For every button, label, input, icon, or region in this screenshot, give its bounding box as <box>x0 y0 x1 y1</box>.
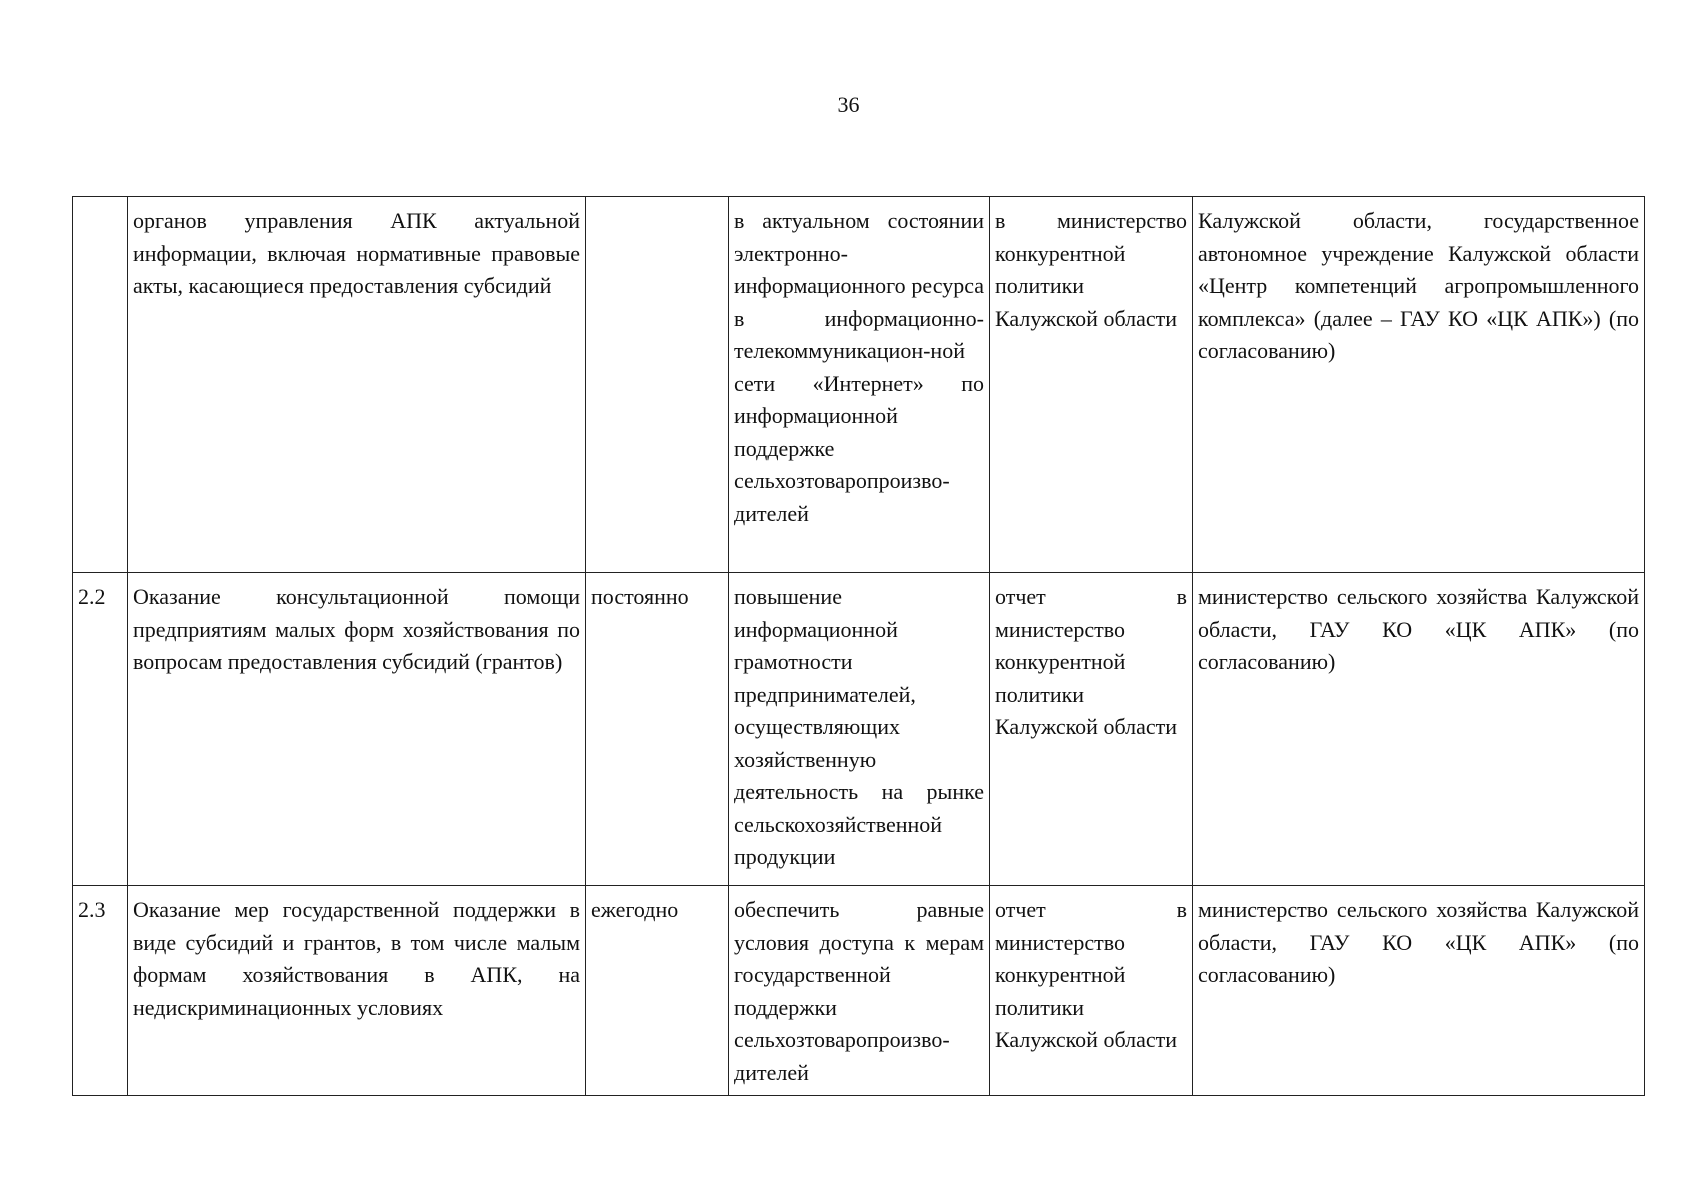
report-cell: отчет в министерство конкурентной политики Калужской области <box>990 886 1193 1096</box>
table-row <box>73 197 1645 573</box>
page-number: 36 <box>837 92 860 117</box>
row-number <box>73 197 128 573</box>
responsible-cell: министерство сельского хозяйства Калужской области, ГАУ КО «ЦК АПК» (по согласованию) <box>1193 886 1645 1096</box>
responsible-cell: министерство сельского хозяйства Калужской области, ГАУ КО «ЦК АПК» (по согласованию) <box>1193 573 1645 886</box>
result-cell: обеспечить равные условия доступа к мерам государственной поддержки сельхозтоваропроизво-дителей <box>729 886 990 1096</box>
deadline-cell: постоянно <box>586 573 729 886</box>
table-row <box>73 573 1645 886</box>
action-plan-table <box>72 196 1645 1096</box>
deadline-cell <box>586 197 729 573</box>
result-cell: повышение информационной грамотности предпринимателей, осуществляющих хозяйственную деятельность на рынке сельскохозяйственной продукции <box>729 573 990 886</box>
row-number: 2.2 <box>73 573 128 886</box>
action-cell: Оказание мер государственной поддержки в виде субсидий и грантов, в том числе малым формам хозяйствования в АПК, на недискриминационных условиях <box>128 886 586 1096</box>
report-cell: отчет в министерство конкурентной политики Калужской области <box>990 573 1193 886</box>
result-cell: в актуальном состоянии электронно-информационного ресурса в информационно-телекоммуникацион-ной сети «Интернет» по информационной поддержке сельхозтоваропроизво-дителей <box>729 197 990 573</box>
report-cell: в министерство конкурентной политики Калужской области <box>990 197 1193 573</box>
responsible-cell: Калужской области, государственное автономное учреждение Калужской области «Центр компетенций агропромышленного комплекса» (далее – ГАУ КО «ЦК АПК») (по согласованию) <box>1193 197 1645 573</box>
deadline-cell: ежегодно <box>586 886 729 1096</box>
action-cell: Оказание консультационной помощи предприятиям малых форм хозяйствования по вопросам предоставления субсидий (грантов) <box>128 573 586 886</box>
table-row <box>73 886 1645 1096</box>
action-cell: органов управления АПК актуальной информации, включая нормативные правовые акты, касающиеся предоставления субсидий <box>128 197 586 573</box>
row-number: 2.3 <box>73 886 128 1096</box>
